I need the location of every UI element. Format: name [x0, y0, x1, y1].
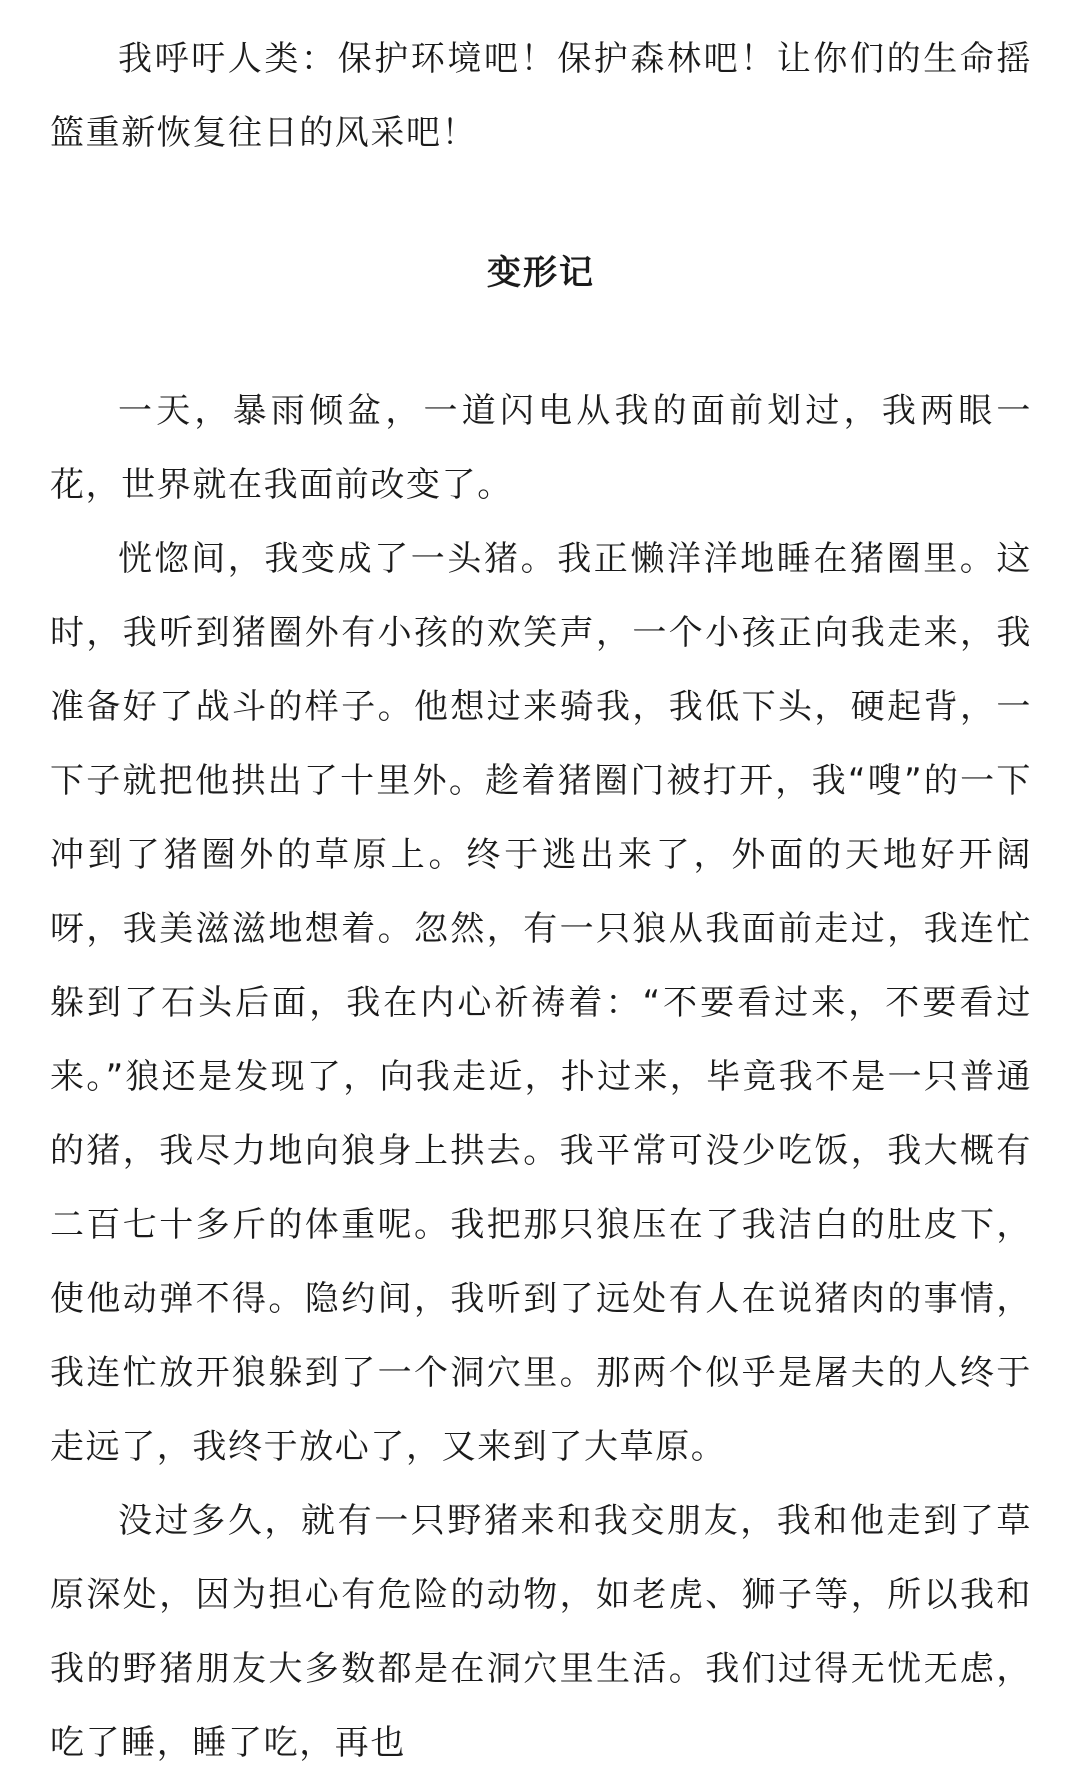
- intro-paragraph: 我呼吁人类：保护环境吧！保护森林吧！让你们的生命摇篮重新恢复往日的风采吧！: [50, 39, 1032, 153]
- paragraph-2: 恍惚间，我变成了一头猪。我正懒洋洋地睡在猪圈里。这时，我听到猪圈外有小孩的欢笑声，一个小孩正向我走来，我准备好了战斗的样子。他想过来骑我，我低下头，硬起背，一下子就把他拱出了十里外。趁着猪圈门被打开，我“嗖”的一下冲到了猪圈外的草原上。终于逃出来了，外面的天地好开阔呀，我美滋滋地想着。忽然，有一只狼从我面前走过，我连忙躲到了石头后面，我在内心祈祷着：“不要看过来，不要看过来。”狼还是发现了，向我走近，扑过来，毕竟我不是一只普通的猪，我尽力地向狼身上拱去。我平常可没少吃饭，我大概有二百七十多斤的体重呢。我把那只狼压在了我洁白的肚皮下，使他动弹不得。隐约间，我听到了远处有人在说猪肉的事情，我连忙放开狼躲到了一个洞穴里。那两个似乎是屠夫的人终于走远了，我终于放心了，又来到了大草原。: [50, 539, 1032, 1467]
- paragraph-1: 一天，暴雨倾盆，一道闪电从我的面前划过，我两眼一花，世界就在我面前改变了。: [50, 391, 1032, 505]
- essay-title: 变形记: [487, 253, 595, 293]
- paragraph-3: 没过多久，就有一只野猪来和我交朋友，我和他走到了草原深处，因为担心有危险的动物，如老虎、狮子等，所以我和我的野猪朋友大多数都是在洞穴里生活。我们过得无忧无虑，吃了睡，睡了吃，再也: [50, 1501, 1032, 1763]
